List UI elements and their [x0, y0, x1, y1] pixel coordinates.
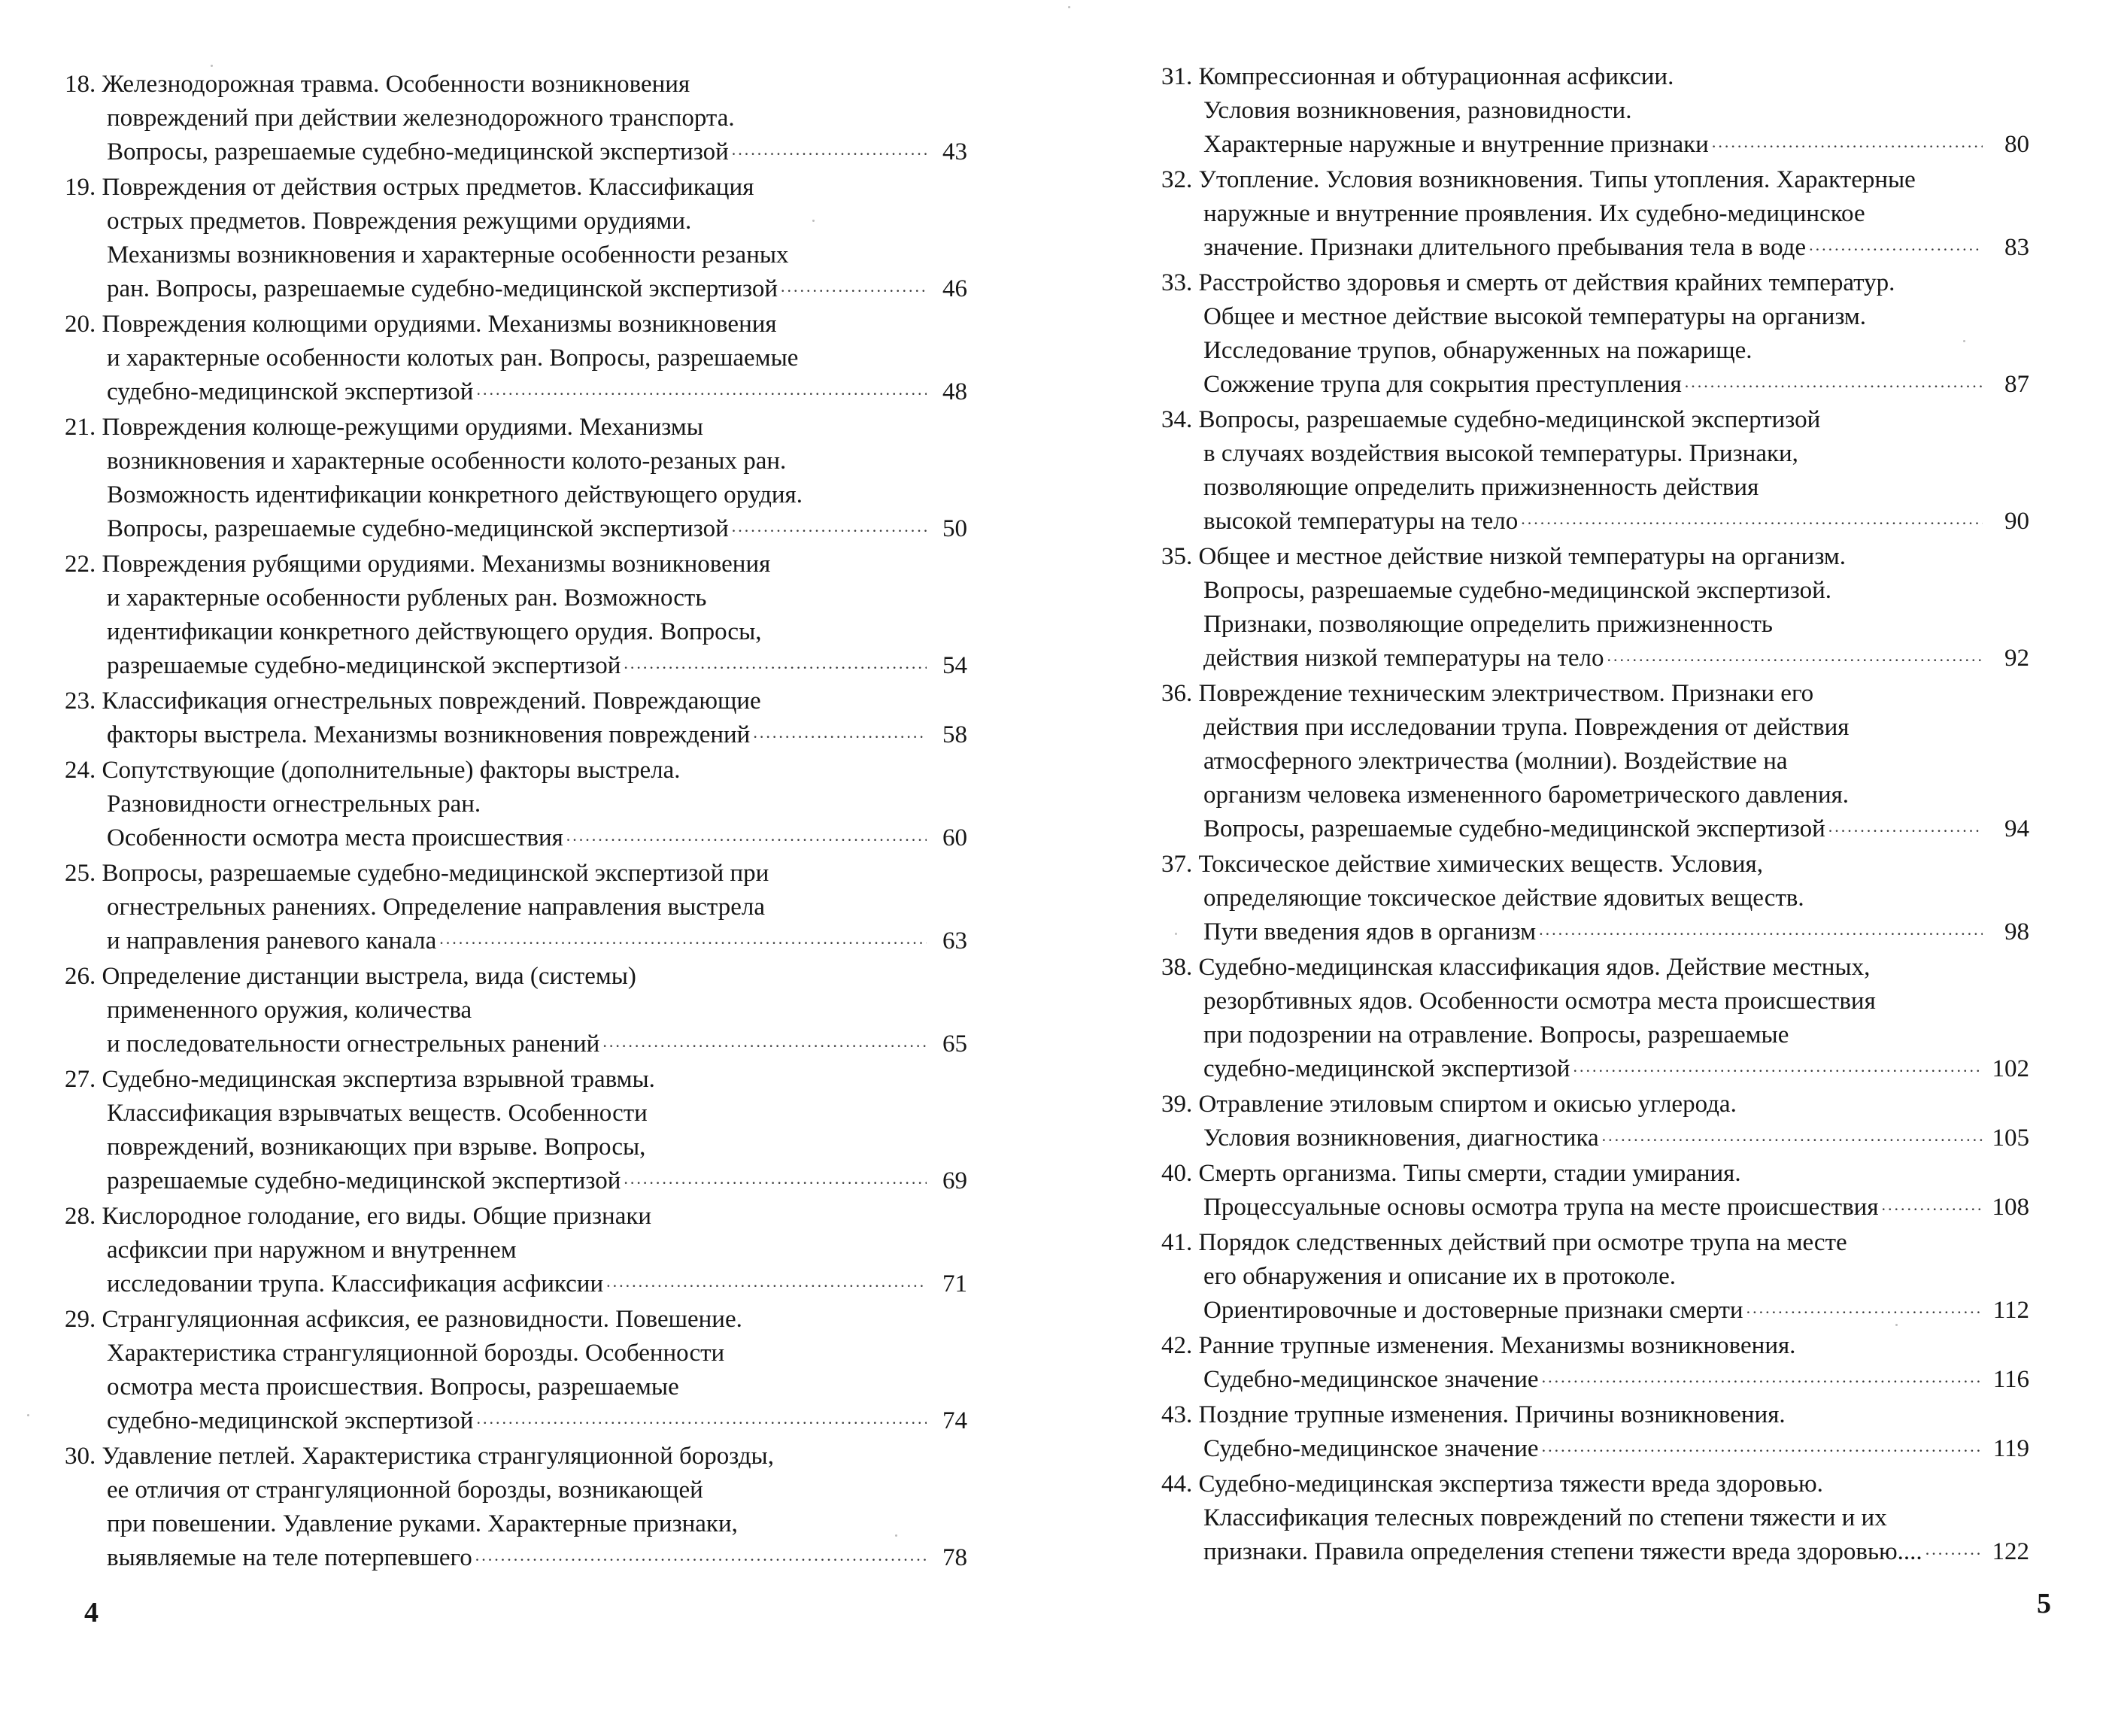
toc-entry-line [65, 1131, 967, 1164]
toc-entry-text: асфиксии при наружном и внутреннем [107, 1237, 517, 1264]
toc-entry-line [65, 1541, 967, 1577]
toc-page-number: 65 [942, 1030, 967, 1058]
toc-entry-line [1161, 163, 2029, 197]
toc-entry-line [1161, 1191, 2029, 1226]
toc-entry-line [65, 1303, 967, 1337]
toc-entry-text: ее отличия от странгуляционной борозды, возникающей [107, 1477, 703, 1504]
toc-entry [1161, 60, 2029, 163]
toc-entry-line [65, 891, 967, 924]
dot-leader [566, 818, 927, 852]
toc-entry-text: высокой температуры на тело [1203, 508, 1519, 535]
toc-entry-line [1161, 951, 2029, 985]
toc-page-number: 69 [942, 1167, 967, 1194]
dot-leader [606, 1264, 927, 1298]
toc-entry-text: 26. Определение дистанции выстрела, вида (системы) [65, 963, 636, 990]
toc-entry-text: Общее и местное действие высокой температуры на организм. [1203, 303, 1867, 330]
toc-entry-line [1161, 1398, 2029, 1432]
toc-entry-line [65, 272, 967, 308]
toc-page-number: 71 [942, 1270, 967, 1297]
toc-entry-line [1161, 231, 2029, 266]
toc-entry-line [65, 1164, 967, 1200]
toc-entry-line [65, 512, 967, 548]
dot-leader [1573, 1049, 1983, 1083]
scan-speck [895, 1534, 897, 1537]
toc-entry-text: факторы выстрела. Механизмы возникновения повреждений [107, 721, 751, 748]
toc-entry-text: и характерные особенности колотых ран. Вопросы, разрешаемые [107, 344, 799, 372]
toc-entry-text: при повешении. Удавление руками. Характерные признаки, [107, 1510, 738, 1537]
toc-entry [65, 548, 967, 684]
dot-leader [476, 372, 927, 406]
toc-entry-text: 29. Странгуляционная асфиксия, ее разновидности. Повешение. [65, 1306, 742, 1333]
toc-entry-line [1161, 1501, 2029, 1535]
toc-entry-text: и направления раневого канала [107, 927, 437, 954]
toc-page-number: 78 [942, 1544, 967, 1571]
toc-entry-line [65, 924, 967, 960]
toc-entry-line [65, 375, 967, 411]
toc-entry-text: Признаки, позволяющие определить прижизненность [1203, 611, 1773, 638]
toc-entry-line [1161, 1260, 2029, 1294]
toc-entry-text: 31. Компрессионная и обтурационная асфиксии. [1161, 63, 1674, 90]
toc-page-number: 102 [1992, 1055, 2029, 1082]
toc-entry-line [1161, 848, 2029, 882]
toc-entry-line [65, 68, 967, 102]
toc-entry-line [1161, 1467, 2029, 1501]
dot-leader [753, 715, 927, 749]
dot-leader [1746, 1291, 1983, 1325]
toc-entry-text: 20. Повреждения колющими орудиями. Механизмы возникновения [65, 311, 777, 338]
toc-page-number: 108 [1992, 1194, 2029, 1221]
toc-entry-text: 23. Классификация огнестрельных повреждений. Повреждающие [65, 687, 761, 715]
toc-entry [1161, 677, 2029, 848]
toc-entry-text: его обнаружения и описание их в протоколе. [1203, 1263, 1676, 1290]
toc-entry-line [1161, 1088, 2029, 1121]
toc-entry-line [65, 205, 967, 238]
toc-entry-text: судебно-медицинской экспертизой [107, 1407, 474, 1434]
dot-leader [1602, 1118, 1983, 1152]
toc-entry-text: Судебно-медицинское значение [1203, 1435, 1539, 1462]
toc-entry-text: Процессуальные основы осмотра трупа на месте происшествия [1203, 1194, 1879, 1221]
toc-entry [1161, 1226, 2029, 1329]
toc-entry-text: Вопросы, разрешаемые судебно-медицинской экспертизой [107, 138, 729, 165]
toc-entry-text: Ориентировочные и достоверные признаки смерти [1203, 1297, 1743, 1324]
toc-entry-line [1161, 1294, 2029, 1329]
toc-entry-text: 39. Отравление этиловым спиртом и окисью углерода. [1161, 1091, 1737, 1118]
toc-entry-text: Судебно-медицинское значение [1203, 1366, 1539, 1393]
toc-entry-line [1161, 711, 2029, 745]
toc-entry-text: 44. Судебно-медицинская экспертиза тяжести вреда здоровью. [1161, 1470, 1823, 1498]
toc-entry-text: 22. Повреждения рубящими орудиями. Механизмы возникновения [65, 551, 771, 578]
toc-entry-line [65, 754, 967, 788]
toc-page-number: 112 [1992, 1297, 2029, 1324]
toc-entry-line [65, 341, 967, 375]
toc-entry-text: 35. Общее и местное действие низкой температуры на организм. [1161, 543, 1847, 570]
toc-entry-text: 40. Смерть организма. Типы смерти, стадии умирания. [1161, 1160, 1741, 1187]
toc-entry [65, 308, 967, 411]
dot-leader [732, 132, 927, 166]
toc-entry-text: 27. Судебно-медицинская экспертиза взрывной травмы. [65, 1066, 655, 1093]
toc-entry-line [65, 135, 967, 171]
toc-entry-line [65, 238, 967, 272]
toc-entry-text: значение. Признаки длительного пребывания тела в воде [1203, 234, 1807, 261]
toc-entry-text: 41. Порядок следственных действий при осмотре трупа на месте [1161, 1229, 1847, 1256]
toc-entry-line [1161, 1535, 2029, 1571]
toc-entry-line [1161, 1052, 2029, 1088]
dot-leader [1828, 809, 1983, 843]
toc-entry [1161, 1329, 2029, 1398]
toc-page-number: 94 [2004, 815, 2029, 842]
toc-entry-line [65, 1337, 967, 1370]
toc-entry-text: атмосферного электричества (молнии). Воздействие на [1203, 748, 1788, 775]
scan-speck [1068, 6, 1070, 8]
toc-entry-text: позволяющие определить прижизненность действия [1203, 474, 1759, 501]
toc-entry-line [1161, 437, 2029, 471]
toc-entry-line [1161, 1157, 2029, 1191]
toc-entry-line [65, 1507, 967, 1541]
toc-page-number: 83 [2004, 234, 2029, 261]
toc-entry-line [1161, 642, 2029, 677]
toc-entry-text: Разновидности огнестрельных ран. [107, 791, 481, 818]
toc-entry [65, 1200, 967, 1303]
dot-leader [732, 509, 927, 543]
toc-page-number: 46 [942, 275, 967, 302]
toc-page-number: 92 [2004, 645, 2029, 672]
toc-entry-text: Вопросы, разрешаемые судебно-медицинской экспертизой [107, 515, 729, 542]
toc-entry-text: резорбтивных ядов. Особенности осмотра места происшествия [1203, 988, 1876, 1015]
toc-entry-line [65, 684, 967, 718]
toc-entry-line [65, 445, 967, 478]
toc-entry-line [65, 1473, 967, 1507]
toc-entry-text: организм человека измененного барометрического давления. [1203, 782, 1850, 809]
toc-entry-line [65, 1027, 967, 1063]
dot-leader [1685, 365, 1983, 399]
toc-entry-text: 28. Кислородное голодание, его виды. Общие признаки [65, 1203, 652, 1230]
toc-entry-line [1161, 812, 2029, 848]
toc-entry-text: 33. Расстройство здоровья и смерть от действия крайних температур. [1161, 269, 1895, 296]
toc-list-right [1161, 60, 2029, 1571]
toc-entry-text: признаки. Правила определения степени тяжести вреда здоровью.... [1203, 1538, 1922, 1565]
toc-entry-line [1161, 94, 2029, 128]
dot-leader [1542, 1429, 1983, 1463]
toc-entry [65, 857, 967, 960]
toc-entry-line [65, 1267, 967, 1303]
toc-entry-line [1161, 1329, 2029, 1363]
toc-entry-line [65, 548, 967, 581]
toc-entry-text: примененного оружия, количества [107, 997, 472, 1024]
toc-entry [65, 411, 967, 548]
toc-page-number: 87 [2004, 371, 2029, 398]
toc-entry-text: 34. Вопросы, разрешаемые судебно-медицинской экспертизой [1161, 406, 1821, 433]
toc-entry-line [65, 411, 967, 445]
toc-page-number: 105 [1992, 1124, 2029, 1152]
toc-entry-text: действия низкой температуры на тело [1203, 645, 1604, 672]
toc-page-number: 116 [1992, 1366, 2029, 1393]
toc-page-number: 119 [1992, 1435, 2029, 1462]
toc-entry [65, 960, 967, 1063]
toc-entry [1161, 1467, 2029, 1571]
page-number-right: 5 [2037, 1588, 2051, 1619]
toc-entry-line [1161, 368, 2029, 403]
toc-entry-text: острых предметов. Повреждения режущими орудиями. [107, 208, 692, 235]
toc-entry-text: 18. Железнодорожная травма. Особенности возникновения [65, 71, 690, 98]
toc-entry-line [65, 994, 967, 1027]
toc-list-left [65, 68, 967, 1577]
scan-speck [1175, 933, 1177, 935]
toc-entry-line [1161, 505, 2029, 540]
toc-entry-line [65, 1440, 967, 1473]
toc-entry-line [65, 788, 967, 821]
toc-page-number: 60 [942, 824, 967, 851]
toc-entry-text: наружные и внутренние проявления. Их судебно-медицинское [1203, 200, 1865, 227]
toc-entry-text: повреждений при действии железнодорожного транспорта. [107, 105, 735, 132]
toc-entry-text: и характерные особенности рубленых ран. Возможность [107, 584, 707, 612]
dot-leader [781, 269, 927, 303]
toc-entry-text: 30. Удавление петлей. Характеристика странгуляционной борозды, [65, 1443, 774, 1470]
dot-leader [624, 646, 927, 680]
dot-leader [602, 1024, 927, 1058]
toc-entry-line [1161, 915, 2029, 951]
toc-entry-line [1161, 300, 2029, 334]
dot-leader [1809, 228, 1983, 262]
toc-entry-text: ран. Вопросы, разрешаемые судебно-медицинской экспертизой [107, 275, 778, 302]
toc-entry-line [1161, 471, 2029, 505]
dot-leader [439, 921, 927, 955]
toc-entry [65, 68, 967, 171]
toc-entry-line [1161, 677, 2029, 711]
toc-entry-line [65, 821, 967, 857]
toc-entry-text: Классификация телесных повреждений по степени тяжести и их [1203, 1504, 1887, 1531]
toc-entry-line [1161, 745, 2029, 778]
toc-entry [1161, 848, 2029, 951]
toc-entry-line [65, 581, 967, 615]
toc-entry-line [65, 171, 967, 205]
page-number-left: 4 [84, 1597, 99, 1628]
toc-entry [1161, 1157, 2029, 1226]
toc-entry-line [65, 102, 967, 135]
toc-entry-line [1161, 882, 2029, 915]
toc-entry-line [65, 857, 967, 891]
right-page [1052, 0, 2103, 1736]
toc-page-number: 43 [942, 138, 967, 165]
toc-entry-text: разрешаемые судебно-медицинской экспертизой [107, 1167, 621, 1194]
dot-leader [1542, 1360, 1983, 1394]
toc-entry-text: при подозрении на отравление. Вопросы, разрешаемые [1203, 1021, 1789, 1049]
toc-page-number: 122 [1992, 1538, 2029, 1565]
toc-entry-line [65, 649, 967, 684]
toc-entry-line [1161, 608, 2029, 642]
toc-entry-text: судебно-медицинской экспертизой [107, 378, 474, 405]
toc-page-number: 48 [942, 378, 967, 405]
scan-speck [1895, 1324, 1898, 1326]
scan-speck [1963, 340, 1965, 342]
toc-entry-text: 36. Повреждение техническим электричеством. Признаки его [1161, 680, 1814, 707]
toc-entry-line [1161, 1018, 2029, 1052]
toc-entry-line [1161, 540, 2029, 574]
toc-entry-text: возникновения и характерные особенности колото-резаных ран. [107, 448, 787, 475]
toc-entry [65, 1440, 967, 1577]
toc-entry-text: 37. Токсическое действие химических веществ. Условия, [1161, 851, 1763, 878]
toc-entry-text: идентификации конкретного действующего орудия. Вопросы, [107, 618, 762, 645]
toc-entry-text: 43. Поздние трупные изменения. Причины возникновения. [1161, 1401, 1786, 1428]
dot-leader [1521, 502, 1983, 536]
toc-entry [65, 1303, 967, 1440]
dot-leader [1925, 1532, 1983, 1566]
dot-leader [1882, 1188, 1983, 1222]
toc-entry-text: исследовании трупа. Классификация асфиксии [107, 1270, 604, 1297]
toc-entry-text: Вопросы, разрешаемые судебно-медицинской экспертизой. [1203, 577, 1831, 604]
toc-entry-text: Вопросы, разрешаемые судебно-медицинской экспертизой [1203, 815, 1825, 842]
toc-entry-line [65, 615, 967, 649]
toc-entry-text: Исследование трупов, обнаруженных на пожарище. [1203, 337, 1752, 364]
toc-entry-text: Классификация взрывчатых веществ. Особенности [107, 1100, 648, 1127]
toc-entry-text: 42. Ранние трупные изменения. Механизмы возникновения. [1161, 1332, 1796, 1359]
toc-entry [65, 684, 967, 754]
toc-entry-line [65, 1063, 967, 1097]
toc-entry [1161, 951, 2029, 1088]
toc-entry-text: 21. Повреждения колюще-режущими орудиями. Механизмы [65, 414, 703, 441]
toc-entry-line [1161, 1432, 2029, 1467]
toc-entry-text: Пути введения ядов в организм [1203, 918, 1537, 945]
toc-entry-line [1161, 197, 2029, 231]
toc-entry-line [65, 960, 967, 994]
toc-entry-text: 32. Утопление. Условия возникновения. Типы утопления. Характерные [1161, 166, 1916, 193]
dot-leader [624, 1161, 927, 1195]
toc-entry-text: 38. Судебно-медицинская классификация ядов. Действие местных, [1161, 954, 1871, 981]
toc-page-number: 50 [942, 515, 967, 542]
toc-entry-line [1161, 60, 2029, 94]
toc-entry-text: определяющие токсическое действие ядовитых веществ. [1203, 885, 1804, 912]
toc-entry-line [1161, 574, 2029, 608]
dot-leader [1607, 639, 1983, 672]
toc-entry [1161, 163, 2029, 266]
toc-page-number: 74 [942, 1407, 967, 1434]
toc-page-number: 90 [2004, 508, 2029, 535]
toc-entry-line [1161, 1363, 2029, 1398]
toc-entry-line [1161, 1226, 2029, 1260]
toc-entry-text: действия при исследовании трупа. Повреждения от действия [1203, 714, 1850, 741]
toc-entry [65, 754, 967, 857]
toc-entry-text: Характеристика странгуляционной борозды. Особенности [107, 1340, 725, 1367]
toc-entry [1161, 403, 2029, 540]
toc-entry-text: разрешаемые судебно-медицинской экспертизой [107, 652, 621, 679]
toc-page-number: 58 [942, 721, 967, 748]
scan-speck [812, 220, 815, 222]
toc-entry-text: 25. Вопросы, разрешаемые судебно-медицинской экспертизой при [65, 860, 769, 887]
scan-speck [27, 1414, 29, 1416]
toc-entry [1161, 540, 2029, 677]
toc-entry-line [65, 1200, 967, 1234]
toc-entry [1161, 266, 2029, 403]
toc-entry-text: Особенности осмотра места происшествия [107, 824, 563, 851]
scan-speck [211, 65, 213, 67]
toc-entry-text: 24. Сопутствующие (дополнительные) факторы выстрела. [65, 757, 681, 784]
toc-entry-line [65, 1404, 967, 1440]
toc-entry-text: Условия возникновения, диагностика [1203, 1124, 1599, 1152]
toc-entry [1161, 1088, 2029, 1157]
toc-page-number: 63 [942, 927, 967, 954]
toc-entry-line [1161, 266, 2029, 300]
toc-entry-text: Возможность идентификации конкретного действующего орудия. [107, 481, 803, 508]
toc-entry-text: Сожжение трупа для сокрытия преступления [1203, 371, 1682, 398]
toc-entry-text: огнестрельных ранениях. Определение направления выстрела [107, 894, 765, 921]
toc-entry-line [1161, 1121, 2029, 1157]
dot-leader [476, 1401, 927, 1435]
toc-entry-line [65, 1370, 967, 1404]
toc-entry-text: в случаях воздействия высокой температуры. Признаки, [1203, 440, 1798, 467]
toc-entry-text: Характерные наружные и внутренние признаки [1203, 131, 1709, 158]
toc-entry-line [1161, 985, 2029, 1018]
toc-entry-text: выявляемые на теле потерпевшего [107, 1544, 472, 1571]
toc-entry-text: Условия возникновения, разновидности. [1203, 97, 1632, 124]
toc-entry-text: повреждений, возникающих при взрыве. Вопросы, [107, 1134, 646, 1161]
toc-entry-line [1161, 403, 2029, 437]
toc-entry [65, 1063, 967, 1200]
toc-page-number: 54 [942, 652, 967, 679]
toc-entry [1161, 1398, 2029, 1467]
toc-entry-line [65, 1097, 967, 1131]
toc-entry-line [1161, 778, 2029, 812]
toc-entry-line [65, 308, 967, 341]
toc-page-number: 98 [2004, 918, 2029, 945]
toc-entry-text: и последовательности огнестрельных ранений [107, 1030, 600, 1058]
toc-entry-line [65, 478, 967, 512]
toc-entry-text: 19. Повреждения от действия острых предметов. Классификация [65, 174, 754, 201]
toc-entry-text: Механизмы возникновения и характерные особенности резаных [107, 241, 789, 269]
toc-entry-text: судебно-медицинской экспертизой [1203, 1055, 1570, 1082]
dot-leader [1539, 912, 1983, 946]
dot-leader [475, 1538, 927, 1572]
toc-page-number: 80 [2004, 131, 2029, 158]
dot-leader [1712, 125, 1983, 159]
toc-entry-line [65, 718, 967, 754]
toc-entry [65, 171, 967, 308]
toc-entry-line [65, 1234, 967, 1267]
toc-entry-text: осмотра места происшествия. Вопросы, разрешаемые [107, 1373, 679, 1401]
toc-entry-line [1161, 128, 2029, 163]
toc-entry-line [1161, 334, 2029, 368]
